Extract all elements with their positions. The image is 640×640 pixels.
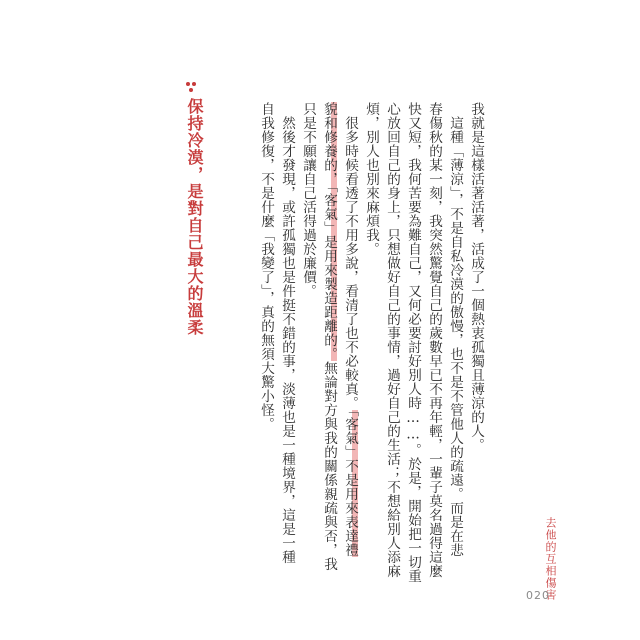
text-line: 這種「薄涼」，不是自私冷漠的傲慢，也不是不管他人的疏遠。而是在悲 — [447, 116, 463, 558]
running-head: 去他的互相傷害 — [544, 517, 557, 601]
text-line — [342, 116, 358, 557]
text-segment: 很多時候看透了不用多說，看清了也不必較真。 — [342, 116, 358, 410]
text-line — [321, 102, 337, 571]
section-heading: 保持冷漠，是對自己最大的溫柔 — [185, 98, 204, 336]
text-line: 春傷秋的某一刻，我突然驚覺自己的歲數早已不再年輕，一輩子莫名過得這麼 — [426, 102, 442, 578]
text-line: 快又短，我何苦要為難自己，又何必要討好別人時……。於是，開始把一切重 — [405, 102, 421, 583]
text-line: 然後才發現，或許孤獨也是件挺不錯的事，淡薄也是一種境界，這是一種 — [279, 116, 295, 564]
page-number: 020 — [526, 589, 550, 602]
heading-bullet-icon — [186, 82, 200, 96]
text-line: 煩，別人也別來麻煩我。 — [363, 102, 379, 256]
text-line: 心放回自己的身上，只想做好自己的事情，過好自己的生活；不想給別人添麻 — [384, 102, 400, 578]
text-segment: 無論對方與我的關係親疏與否，我 — [321, 361, 337, 572]
highlighted-text: 「客氣」是用來製造距離的。 — [321, 186, 337, 362]
text-line: 只是不願讓自己活得過於廉價。 — [300, 102, 316, 298]
highlighted-text: 「客氣」不是用來表達禮 — [342, 410, 358, 558]
text-line: 自我修復，不是什麼「我變了」，真的無須大驚小怪。 — [258, 102, 274, 432]
text-line: 我就是這樣活著活著，活成了一個熱衷孤獨且薄涼的人。 — [468, 102, 484, 452]
highlighted-text: 貌和修養的， — [321, 102, 337, 186]
